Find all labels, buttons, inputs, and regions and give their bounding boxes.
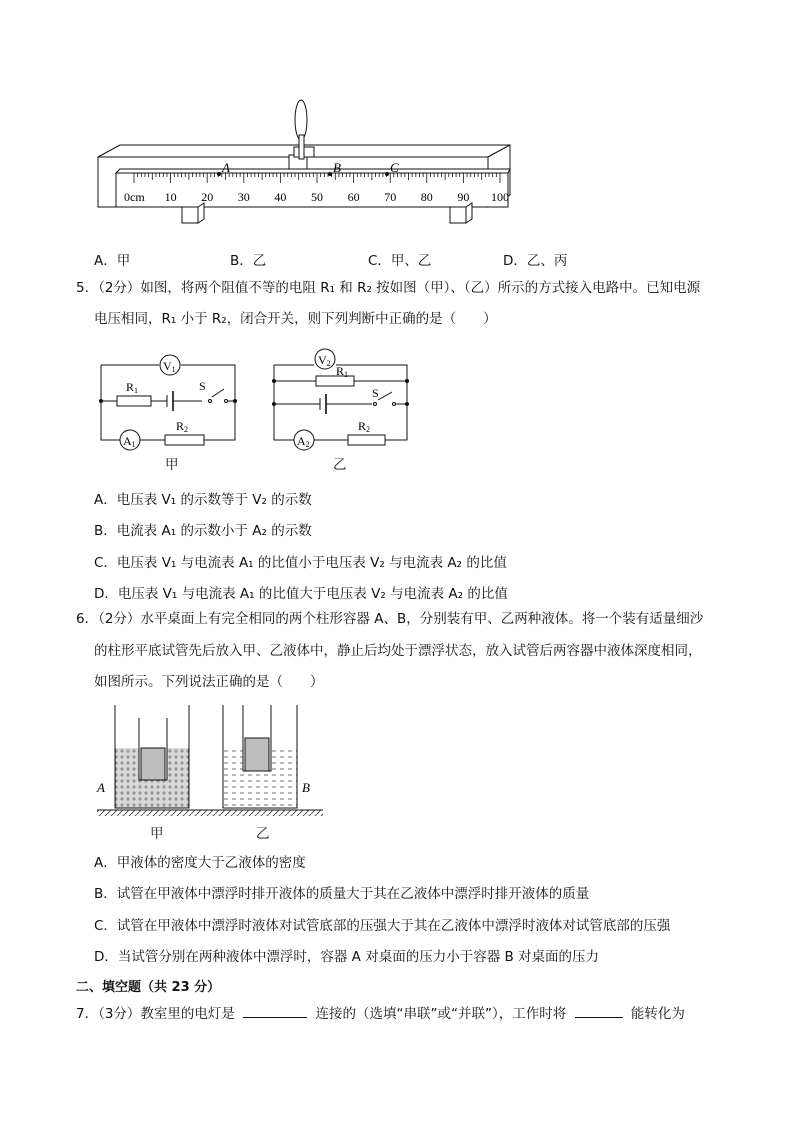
circuit-jia-voltmeter: V1 [163, 359, 176, 374]
q6-option-a[interactable]: A．甲液体的密度大于乙液体的密度 [94, 855, 306, 871]
ruler-tick-label: 30 [237, 190, 250, 204]
q4-option-a[interactable]: A．甲 [94, 253, 131, 269]
container-label-b: B [302, 780, 310, 795]
circuit-yi-voltmeter: V2 [318, 353, 331, 368]
point-label-b: B [333, 160, 341, 175]
ruler-tick-label: 80 [420, 190, 433, 204]
q6-stem-line1: 6．（2分）水平桌面上有完全相同的两个柱形容器 A、B，分别装有甲、乙两种液体。将一个装有适量细沙 [76, 611, 704, 627]
ruler-figure [90, 95, 520, 235]
ruler-tick-label: 100 [491, 190, 509, 204]
container-caption-yi: 乙 [256, 826, 270, 842]
q7-part2: 连接的（选填“串联”或“并联”），工作时将 [315, 1006, 567, 1022]
circuit-yi-r1: R1 [336, 364, 349, 379]
q7-blank-2[interactable] [575, 1016, 623, 1018]
circuit-jia-r1: R1 [126, 380, 139, 395]
q4-option-c[interactable]: C．甲、乙 [368, 253, 432, 269]
ruler-tick-label: 70 [384, 190, 397, 204]
circuit-jia-r2: R2 [176, 419, 189, 434]
circuit-yi-switch: S [372, 386, 379, 400]
section-title-fill-in: 二、填空题（共 23 分） [76, 980, 221, 995]
point-label-c: C [390, 160, 399, 175]
container-label-a: A [97, 780, 105, 795]
containers-figure [95, 700, 325, 845]
q7-part3: 能转化为 [630, 1006, 685, 1022]
q7-stem [76, 1008, 685, 1022]
point-label-a: A [222, 160, 230, 175]
container-caption-jia: 甲 [150, 826, 164, 842]
ruler-tick-label: 20 [201, 190, 214, 204]
q4-option-b[interactable]: B．乙 [230, 253, 267, 269]
q7-part1: 7．（3分）教室里的电灯是 [76, 1006, 235, 1022]
q4-option-d[interactable]: D．乙、丙 [503, 253, 568, 269]
circuit-jia-caption: 甲 [165, 457, 179, 473]
q5-option-d[interactable]: D．电压表 V₁ 与电流表 A₁ 的比值大于电压表 V₂ 与电流表 A₂ 的比值 [94, 586, 508, 602]
ruler-tick-label: 90 [457, 190, 470, 204]
q5-stem-line1: 5．（2分）如图，将两个阻值不等的电阻 R₁ 和 R₂ 按如图（甲）、（乙）所示的方式接入电路中。已知电源 [76, 280, 701, 296]
q6-option-c[interactable]: C．试管在甲液体中漂浮时液体对试管底部的压强大于其在乙液体中漂浮时液体对试管底部的压强 [94, 918, 671, 934]
q5-option-c[interactable]: C．电压表 V₁ 与电流表 A₁ 的比值小于电压表 V₂ 与电流表 A₂ 的比值 [94, 555, 507, 571]
ruler-tick-label: 10 [164, 190, 177, 204]
q5-stem-line2: 电压相同，R₁ 小于 R₂，闭合开关，则下列判断中正确的是（ ） [94, 311, 497, 327]
q6-stem-line2: 的柱形平底试管先后放入甲、乙液体中，静止后均处于漂浮状态，放入试管后两容器中液体深度相同， [94, 643, 702, 659]
ruler-tick-label: 50 [311, 190, 323, 204]
ruler-tick-label: 40 [274, 190, 287, 204]
q6-option-d[interactable]: D．当试管分别在两种液体中漂浮时，容器 A 对桌面的压力小于容器 B 对桌面的压力 [94, 949, 600, 965]
q5-option-a[interactable]: A．电压表 V₁ 的示数等于 V₂ 的示数 [94, 492, 312, 508]
q5-option-b[interactable]: B．电流表 A₁ 的示数小于 A₂ 的示数 [94, 523, 312, 539]
circuit-jia-switch: S [199, 379, 206, 393]
ruler-tick-label: 60 [347, 190, 360, 204]
q7-blank-1[interactable] [243, 1016, 307, 1018]
circuit-yi-r2: R2 [358, 419, 371, 434]
circuit-jia-ammeter: A1 [123, 434, 136, 449]
q6-option-b[interactable]: B．试管在甲液体中漂浮时排开液体的质量大于其在乙液体中漂浮时排开液体的质量 [94, 886, 590, 902]
q6-stem-line3: 如图所示。下列说法正确的是（ ） [94, 674, 324, 690]
circuit-yi-caption: 乙 [333, 457, 347, 473]
ruler-tick-label: 0cm [124, 190, 145, 204]
circuit-yi-ammeter: A2 [297, 434, 310, 449]
